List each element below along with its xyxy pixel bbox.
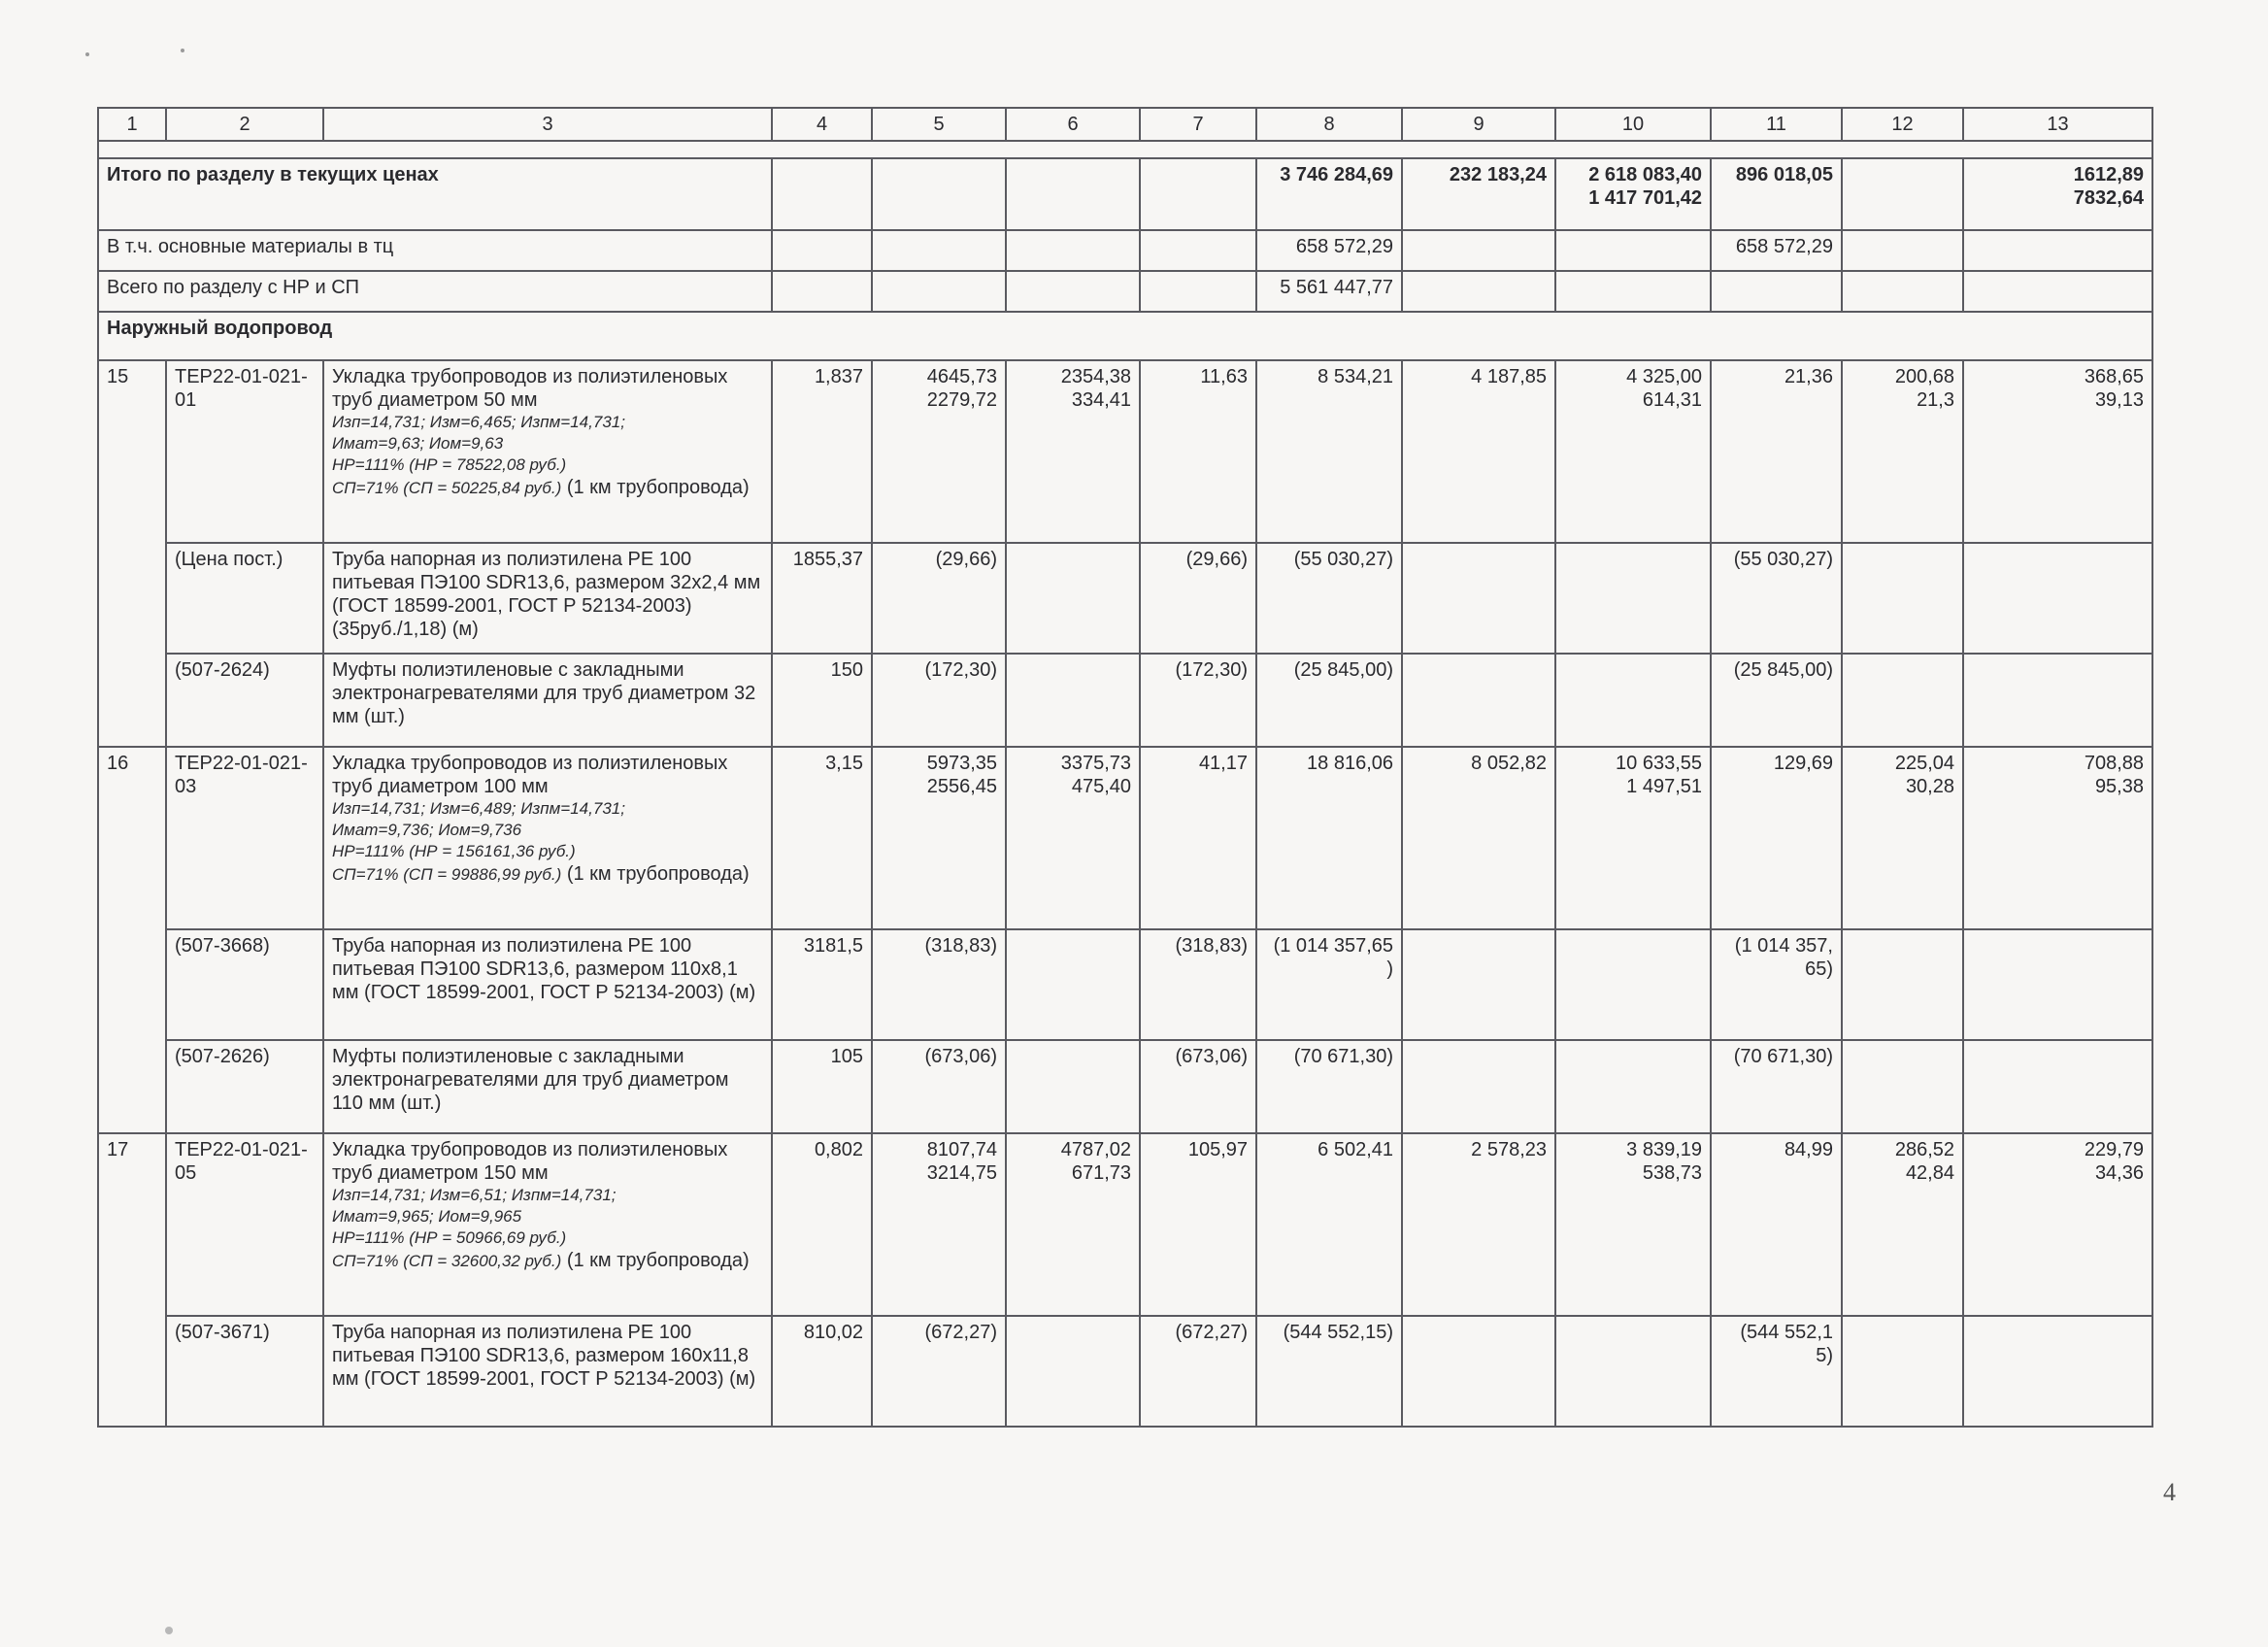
cell-col10: 10 633,55 1 497,51 (1555, 747, 1711, 929)
total-row (98, 158, 2152, 230)
cell-col6: 2354,38 334,41 (1006, 360, 1140, 543)
cell-col4: 150 (772, 654, 872, 747)
cell-col11: (70 671,30) (1711, 1040, 1842, 1133)
column-header: 5 (872, 108, 1006, 141)
cell-col8: 18 816,06 (1256, 747, 1402, 929)
column-header: 4 (772, 108, 872, 141)
section-title-row (98, 312, 2152, 360)
total-col13 (1963, 158, 2152, 230)
cell-col8: 8 534,21 (1256, 360, 1402, 543)
cell-col11: (1 014 357, 65) (1711, 929, 1842, 1040)
overhead-col8: 5 561 447,77 (1256, 271, 1402, 312)
cell-col5: (29,66) (872, 543, 1006, 654)
column-header: 2 (166, 108, 323, 141)
column-header: 13 (1963, 108, 2152, 141)
total-col13-line1: 1612,89 (2073, 164, 2144, 185)
total-label: Итого по разделу в текущих ценах (98, 158, 772, 230)
header-spacer-row (98, 141, 2152, 158)
table-row (98, 1316, 2152, 1427)
item-code: ТЕР22-01-021-01 (166, 360, 323, 543)
total-col13-line2: 7832,64 (2073, 187, 2144, 209)
cell-col4: 3181,5 (772, 929, 872, 1040)
cell-col5: (672,27) (872, 1316, 1006, 1427)
cell-col12: 225,04 30,28 (1842, 747, 1963, 929)
cell-col11: 84,99 (1711, 1133, 1842, 1316)
column-header: 7 (1140, 108, 1256, 141)
table-row (98, 543, 2152, 654)
cell-col7: (672,27) (1140, 1316, 1256, 1427)
item-number: 17 (98, 1133, 166, 1427)
table-row (98, 360, 2152, 543)
materials-col8: 658 572,29 (1256, 230, 1402, 271)
cell-col4: 1855,37 (772, 543, 872, 654)
table-row (98, 747, 2152, 929)
cell-col13: 229,79 34,36 (1963, 1133, 2152, 1316)
item-code: ТЕР22-01-021-03 (166, 747, 323, 929)
cell-col7: 11,63 (1140, 360, 1256, 543)
cell-col7: (29,66) (1140, 543, 1256, 654)
item-description: Укладка трубопроводов из полиэтиленовых труб диаметром 150 мм Изп=14,731; Изм=6,51; Изпм=14,731; Имат=9,965; Иом=9,965 НР=111% (НР = 50966,69 руб.) СП=71% (СП = 32600,32 руб.) (1 км трубопровода) (323, 1133, 772, 1316)
cell-col9: 8 052,82 (1402, 747, 1555, 929)
total-col10-line2: 1 417 701,42 (1588, 187, 1702, 209)
cell-col11: 129,69 (1711, 747, 1842, 929)
cell-col8: (1 014 357,65 ) (1256, 929, 1402, 1040)
scan-speck (181, 49, 184, 52)
item-description: Укладка трубопроводов из полиэтиленовых труб диаметром 100 мм Изп=14,731; Изм=6,489; Изпм=14,731; Имат=9,736; Иом=9,736 НР=111% (НР = 156161,36 руб.) СП=71% (СП = 99886,99 руб.) (1 км трубопровода) (323, 747, 772, 929)
cell-col9: 2 578,23 (1402, 1133, 1555, 1316)
cell-col7: (318,83) (1140, 929, 1256, 1040)
cell-col8: (70 671,30) (1256, 1040, 1402, 1133)
cell-col5: (318,83) (872, 929, 1006, 1040)
item-description: Муфты полиэтиленовые с закладными электронагревателями для труб диаметром 110 мм (шт.) (323, 1040, 772, 1133)
scan-speck (165, 1627, 173, 1634)
cell-col8: (55 030,27) (1256, 543, 1402, 654)
column-header: 6 (1006, 108, 1140, 141)
cell-col10: 3 839,19 538,73 (1555, 1133, 1711, 1316)
item-code: (507-3671) (166, 1316, 323, 1427)
cell-col5: (172,30) (872, 654, 1006, 747)
cell-col5: 8107,74 3214,75 (872, 1133, 1006, 1316)
table-row (98, 1133, 2152, 1316)
total-col11: 896 018,05 (1711, 158, 1842, 230)
column-header: 10 (1555, 108, 1711, 141)
table-row (98, 1040, 2152, 1133)
total-col10 (1555, 158, 1711, 230)
cell-col9: 4 187,85 (1402, 360, 1555, 543)
item-code: (507-3668) (166, 929, 323, 1040)
cell-col4: 1,837 (772, 360, 872, 543)
cell-col4: 0,802 (772, 1133, 872, 1316)
column-header: 8 (1256, 108, 1402, 141)
table-row (98, 929, 2152, 1040)
cell-col5: (673,06) (872, 1040, 1006, 1133)
materials-col11: 658 572,29 (1711, 230, 1842, 271)
item-code: (Цена пост.) (166, 543, 323, 654)
cell-col11: 21,36 (1711, 360, 1842, 543)
cell-col11: (55 030,27) (1711, 543, 1842, 654)
cell-col6: 4787,02 671,73 (1006, 1133, 1140, 1316)
cell-col8: (25 845,00) (1256, 654, 1402, 747)
page-number: 4 (2163, 1478, 2176, 1506)
cell-col11: (544 552,1 5) (1711, 1316, 1842, 1427)
item-code: ТЕР22-01-021-05 (166, 1133, 323, 1316)
cell-col5: 5973,35 2556,45 (872, 747, 1006, 929)
cell-col7: 105,97 (1140, 1133, 1256, 1316)
column-header: 9 (1402, 108, 1555, 141)
cell-col7: 41,17 (1140, 747, 1256, 929)
cell-col7: (172,30) (1140, 654, 1256, 747)
cell-col13: 368,65 39,13 (1963, 360, 2152, 543)
item-description: Труба напорная из полиэтилена РЕ 100 питьевая ПЭ100 SDR13,6, размером 110х8,1 мм (ГОСТ 18599-2001, ГОСТ Р 52134-2003) (м) (323, 929, 772, 1040)
column-header: 11 (1711, 108, 1842, 141)
cell-col11: (25 845,00) (1711, 654, 1842, 747)
scan-speck (85, 52, 89, 56)
cell-col8: 6 502,41 (1256, 1133, 1402, 1316)
total-col8: 3 746 284,69 (1256, 158, 1402, 230)
cell-col8: (544 552,15) (1256, 1316, 1402, 1427)
column-header: 3 (323, 108, 772, 141)
cell-col13: 708,88 95,38 (1963, 747, 2152, 929)
cell-col4: 3,15 (772, 747, 872, 929)
item-code: (507-2626) (166, 1040, 323, 1133)
item-description: Муфты полиэтиленовые с закладными электронагревателями для труб диаметром 32 мм (шт.) (323, 654, 772, 747)
item-number: 15 (98, 360, 166, 747)
total-col9: 232 183,24 (1402, 158, 1555, 230)
estimate-table (97, 107, 2153, 1428)
item-code: (507-2624) (166, 654, 323, 747)
overhead-label: Всего по разделу с НР и СП (98, 271, 772, 312)
cell-col4: 810,02 (772, 1316, 872, 1427)
item-description: Труба напорная из полиэтилена РЕ 100 питьевая ПЭ100 SDR13,6, размером 32х2,4 мм (ГОСТ 18599-2001, ГОСТ Р 52134-2003) (35руб./1,18) (м) (323, 543, 772, 654)
column-number-row (98, 108, 2152, 141)
item-number: 16 (98, 747, 166, 1133)
column-header: 1 (98, 108, 166, 141)
cell-col7: (673,06) (1140, 1040, 1256, 1133)
cell-col12: 200,68 21,3 (1842, 360, 1963, 543)
cell-col4: 105 (772, 1040, 872, 1133)
section-title: Наружный водопровод (98, 312, 2152, 360)
item-description: Укладка трубопроводов из полиэтиленовых труб диаметром 50 мм Изп=14,731; Изм=6,465; Изпм=14,731; Имат=9,63; Иом=9,63 НР=111% (НР = 78522,08 руб.) СП=71% (СП = 50225,84 руб.) (1 км трубопровода) (323, 360, 772, 543)
item-description: Труба напорная из полиэтилена РЕ 100 питьевая ПЭ100 SDR13,6, размером 160х11,8 мм (ГОСТ 18599-2001, ГОСТ Р 52134-2003) (м) (323, 1316, 772, 1427)
cell-col10: 4 325,00 614,31 (1555, 360, 1711, 543)
cell-col12: 286,52 42,84 (1842, 1133, 1963, 1316)
cell-col5: 4645,73 2279,72 (872, 360, 1006, 543)
materials-label: В т.ч. основные материалы в тц (98, 230, 772, 271)
table-row (98, 654, 2152, 747)
overhead-row (98, 271, 2152, 312)
cell-col6: 3375,73 475,40 (1006, 747, 1140, 929)
total-col10-line1: 2 618 083,40 (1588, 164, 1702, 185)
materials-row (98, 230, 2152, 271)
column-header: 12 (1842, 108, 1963, 141)
